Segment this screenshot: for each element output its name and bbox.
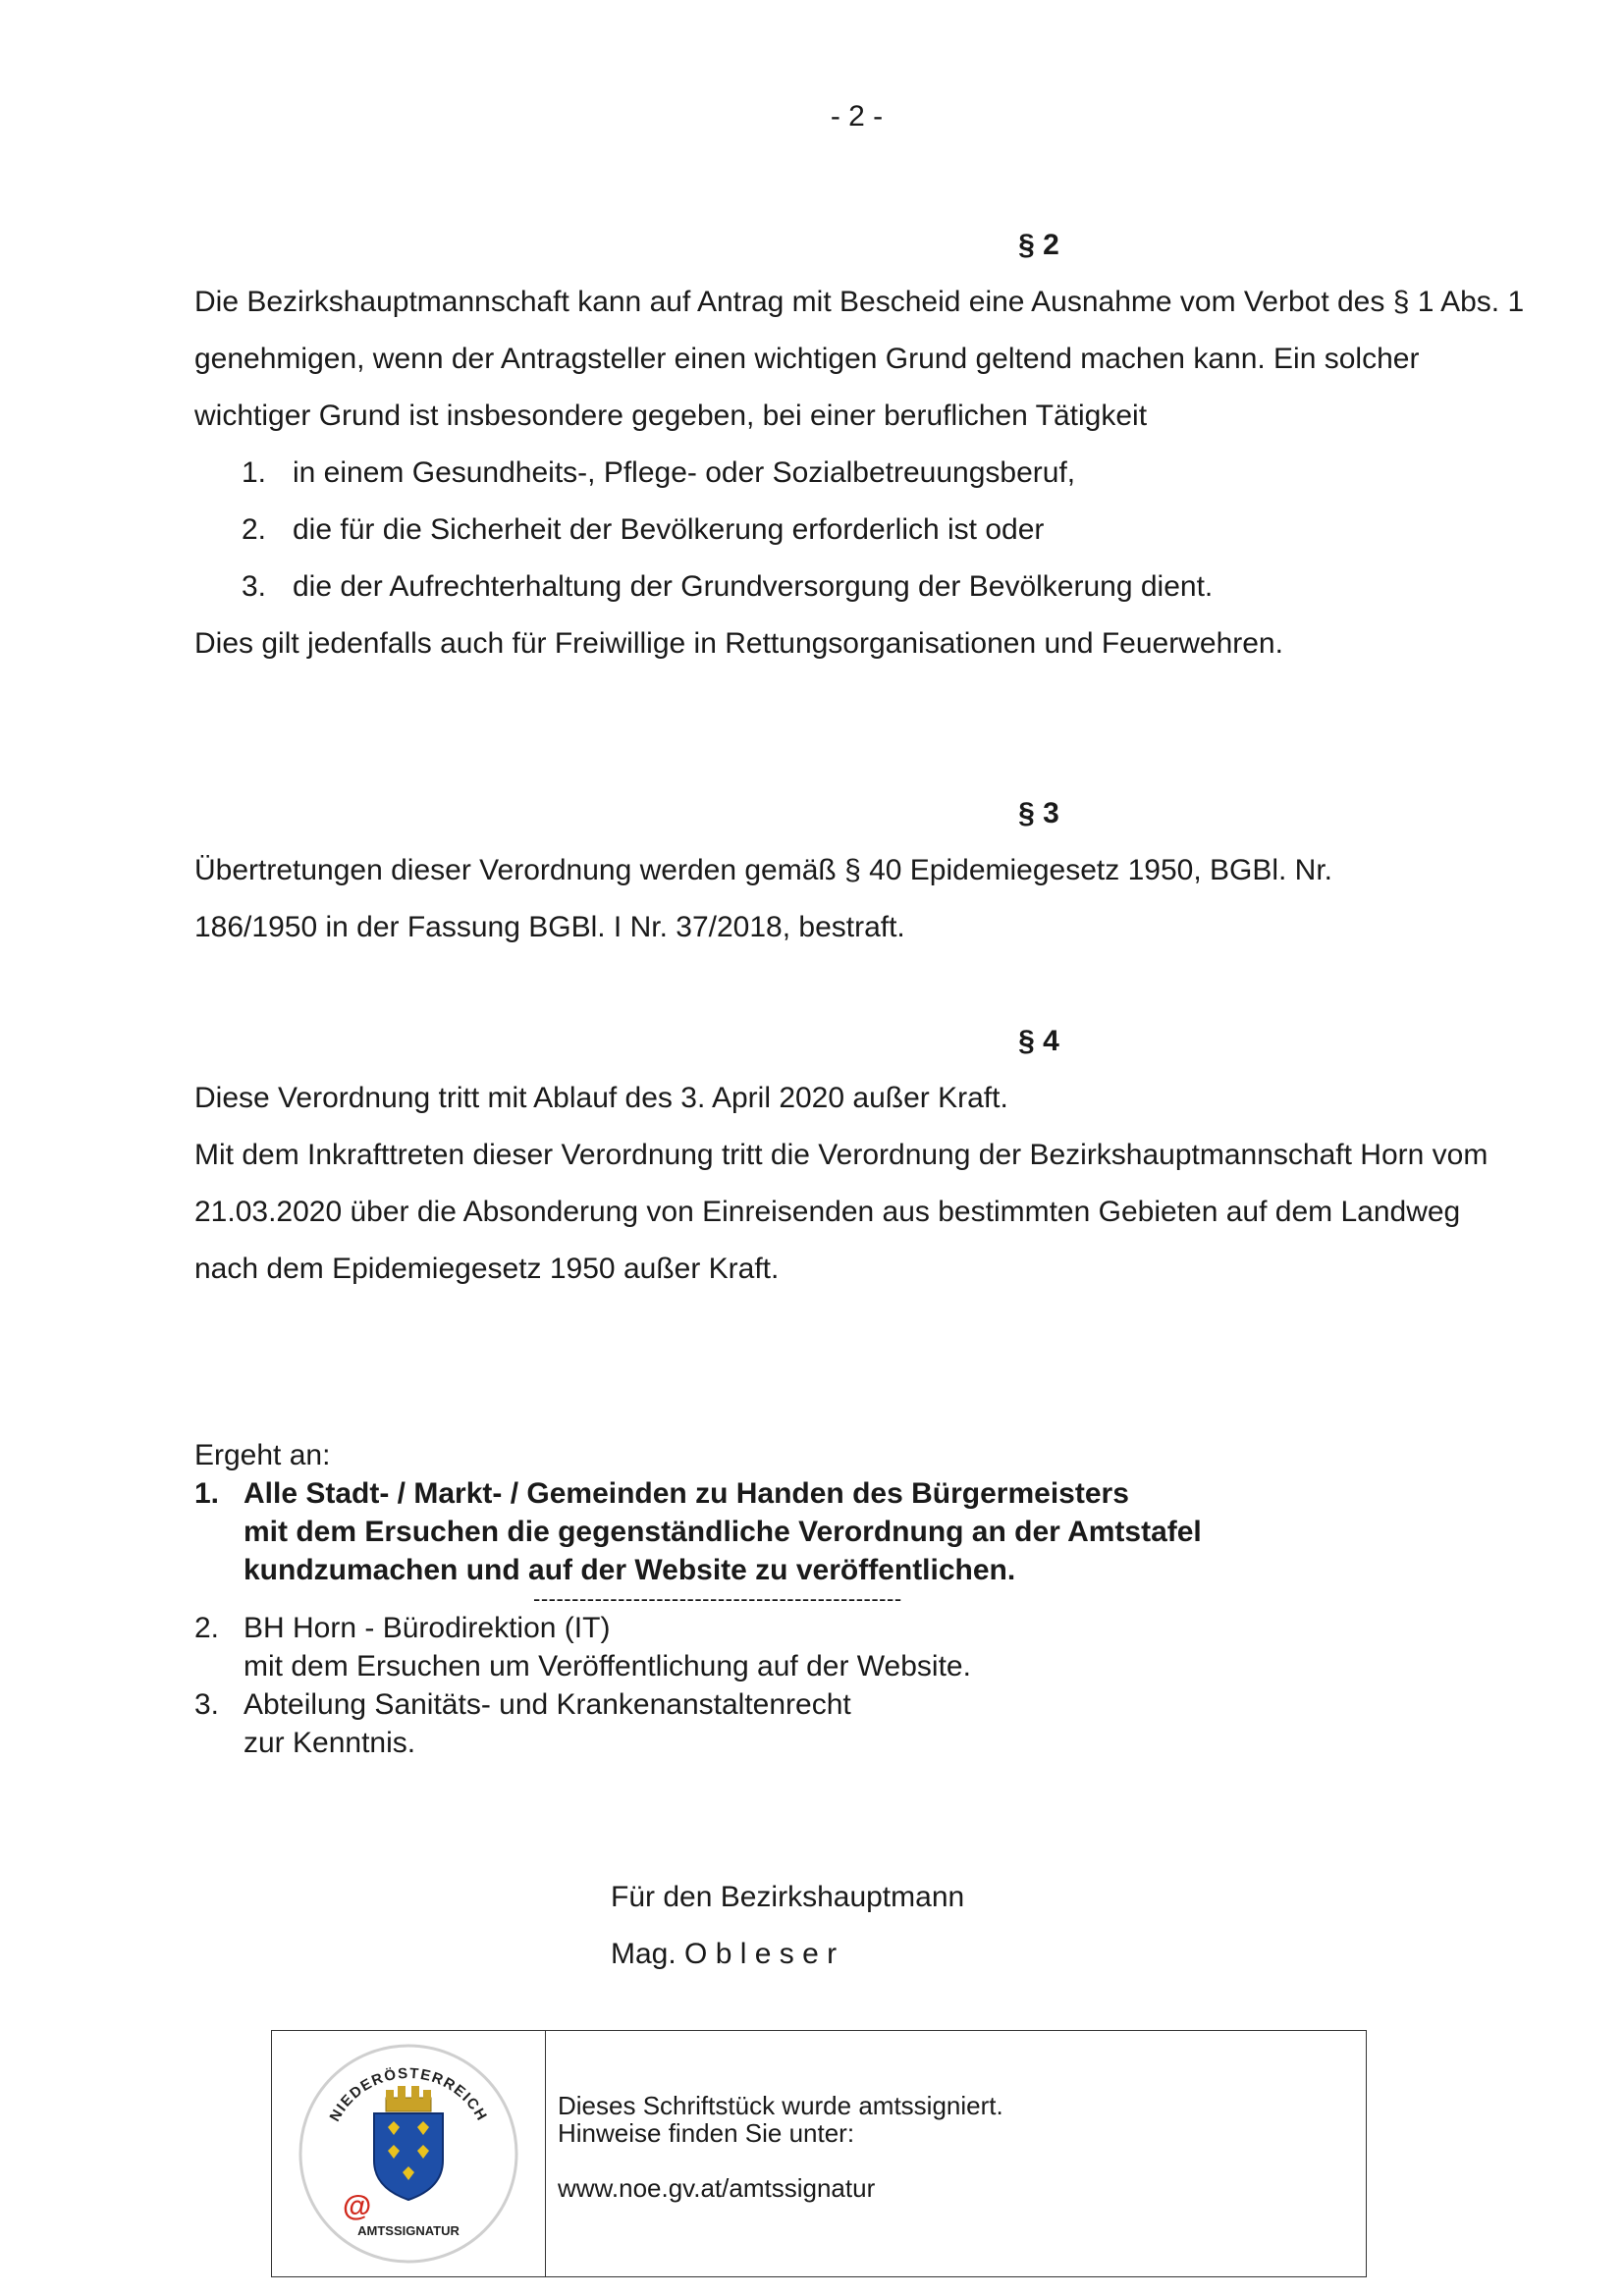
list-item-number: 3. (242, 570, 267, 603)
distribution-label: Ergeht an: (194, 1439, 331, 1471)
distribution-item-line: mit dem Ersuchen die gegenständliche Verordnung an der Amtstafel (244, 1516, 1202, 1548)
section-2-list (194, 445, 1530, 615)
distribution-item-line: Abteilung Sanitäts- und Krankenanstaltenrecht (244, 1688, 851, 1721)
distribution-item-2 (194, 1609, 1471, 1685)
distribution-item-line: BH Horn - Bürodirektion (IT) (244, 1612, 611, 1644)
distribution-list (194, 1436, 1471, 1762)
distribution-item-line: Alle Stadt- / Markt- / Gemeinden zu Handen des Bürgermeisters (244, 1477, 1129, 1510)
amtssignatur-line1: Dieses Schriftstück wurde amtssigniert. (558, 2091, 1003, 2120)
amtssignatur-seal-cell (272, 2031, 546, 2276)
list-item (194, 559, 1530, 615)
section-4-heading: § 4 (1018, 1025, 1059, 1057)
distribution-item-number: 1. (194, 1477, 220, 1510)
section-3-heading: § 3 (1018, 797, 1059, 829)
section-4-line1: Diese Verordnung tritt mit Ablauf des 3. April 2020 außer Kraft. (194, 1082, 1008, 1114)
section-4 (194, 1013, 1530, 1298)
separator-line: ------------------------------------------------ (533, 1586, 902, 1611)
section-2-intro: Die Bezirkshauptmannschaft kann auf Antrag mit Bescheid eine Ausnahme vom Verbot des § 1 Abs. 1 genehmigen, wenn der Antragsteller einen wichtigen Grund geltend machen kann. Ein solcher wichtiger Grund ist insbesondere gegeben, bei einer beruflichen Tätigkeit (194, 286, 1525, 432)
list-item-number: 2. (242, 513, 267, 546)
section-3 (194, 785, 1422, 956)
distribution-item-1 (194, 1474, 1471, 1589)
svg-text:NIEDERÖSTERREICH: NIEDERÖSTERREICH (326, 2064, 491, 2125)
signature-block (611, 1869, 964, 1983)
svg-text:@: @ (343, 2190, 372, 2222)
distribution-item-number: 2. (194, 1612, 220, 1644)
distribution-item-line: mit dem Ersuchen um Veröffentlichung auf der Website. (244, 1650, 971, 1682)
section-2 (194, 217, 1530, 672)
distribution-item-line: kundzumachen und auf der Website zu veröffentlichen. (244, 1554, 1016, 1586)
signature-name: Mag. O b l e s e r (611, 1938, 838, 1970)
distribution-item-3 (194, 1685, 1471, 1762)
list-item-text: die für die Sicherheit der Bevölkerung erforderlich ist oder (293, 513, 1045, 546)
section-2-heading: § 2 (1018, 229, 1059, 261)
svg-text:AMTSSIGNATUR: AMTSSIGNATUR (357, 2223, 460, 2238)
list-item-number: 1. (242, 456, 267, 489)
distribution-item-line: zur Kenntnis. (244, 1727, 416, 1759)
list-item (194, 502, 1530, 559)
section-4-line2: Mit dem Inkrafttreten dieser Verordnung tritt die Verordnung der Bezirkshauptmannschaft Horn vom 21.03.2020 über die Absonderung von Einreisenden aus bestimmten Gebieten auf dem Landweg nach dem Epidemiegesetz 1950 außer Kraft. (194, 1139, 1489, 1285)
signature-line1: Für den Bezirkshauptmann (611, 1881, 965, 1913)
amtssignatur-text-cell (546, 2031, 1366, 2276)
list-item (194, 445, 1530, 502)
amtssignatur-url: www.noe.gv.at/amtssignatur (558, 2173, 876, 2203)
section-3-text: Übertretungen dieser Verordnung werden gemäß § 40 Epidemiegesetz 1950, BGBl. Nr. 186/1950 in der Fassung BGBl. I Nr. 37/2018, bestraft. (194, 854, 1333, 943)
list-item-text: in einem Gesundheits-, Pflege- oder Sozialbetreuungsberuf, (293, 456, 1076, 489)
distribution-item-number: 3. (194, 1688, 220, 1721)
list-item-text: die der Aufrechterhaltung der Grundversorgung der Bevölkerung dient. (293, 570, 1214, 603)
page-number: - 2 - (830, 100, 884, 133)
amtssignatur-box (271, 2030, 1367, 2277)
amtssignatur-line2: Hinweise finden Sie unter: (558, 2118, 855, 2148)
section-2-outro: Dies gilt jedenfalls auch für Freiwillige in Rettungsorganisationen und Feuerwehren. (194, 627, 1283, 660)
niederoesterreich-seal-icon (296, 2041, 521, 2267)
